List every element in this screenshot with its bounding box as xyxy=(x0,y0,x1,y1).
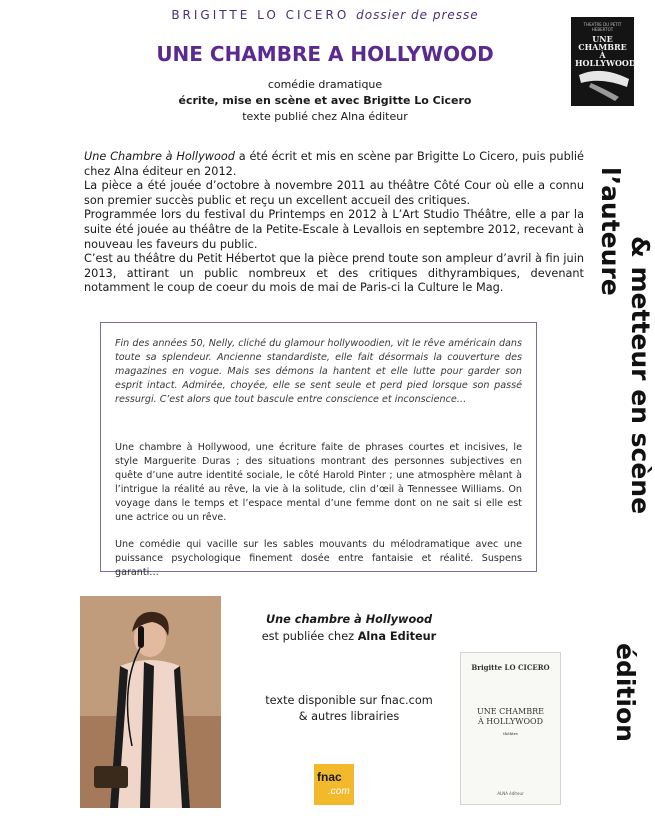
header-tagline: dossier de presse xyxy=(356,8,479,22)
poster-venue: THEATRE DU PETIT HEBERTOT xyxy=(583,22,622,32)
credit-line: écrite, mise en scène et avec Brigitte Lo Cicero xyxy=(178,94,472,107)
play-title-italic: Une Chambre à Hollywood xyxy=(84,150,235,163)
poster-title-2: CHAMBRE xyxy=(578,42,627,52)
publisher-line: texte publié chez Alna éditeur xyxy=(242,110,408,123)
fnac-logo-suffix: .com xyxy=(328,786,350,797)
availability-line-2: & autres librairies xyxy=(298,710,400,723)
actress-photo-illustration xyxy=(80,596,221,808)
intro-paragraph-4: C’est au théâtre du Petit Hébertot que la pièce prend toute son ampleur d’avril à fin juin 2013, attirant un public nombreux et des critiques dithyrambiques, devenant notamment le coup de coeur du mois de mai de Paris-ci la Culture le Mag. xyxy=(84,252,584,295)
intro-paragraph-3: Programmée lors du festival du Printemps en 2012 à L’Art Studio Théâtre, elle a par la suite été jouée au théâtre de la Petite-Escale à Levallois en septembre 2012, recevant à nouveau les faveurs du public. xyxy=(84,208,584,251)
review-paragraph-1: Une chambre à Hollywood, une écriture faite de phrases courtes et incisives, le style Marguerite Duras ; des situations montrant des personnes subjectives en quête d’une autre identité sociale, le côté Harold Pinter ; une atmosphère mêlant à l’intrigue la réalité au rêve, la vie à la solitude, clin d’œil à Tennessee Williams. On voyage dans le temps et l’espace mental d’une femme dont on ne sait si elle est une actrice ou un rêve. xyxy=(115,442,522,523)
book-cover-author: Brigitte LO CICERO xyxy=(471,663,550,672)
side-label-author: l’auteure xyxy=(596,167,625,296)
review-paragraph-2: Une comédie qui vacille sur les sables mouvants du mélodramatique avec une puissance psychologique finement dosée entre fantaisie et réalité. Suspens garanti… xyxy=(115,539,522,578)
book-cover-title-1: UNE CHAMBRE xyxy=(477,707,544,716)
poster-title-3: À HOLLYWOOD xyxy=(575,50,636,68)
fnac-logo-word: fnac xyxy=(317,770,342,784)
book-cover-publisher: ALNA éditeur xyxy=(497,791,524,796)
poster-figure-graphic xyxy=(571,17,634,106)
poster-title-1: UNE xyxy=(592,34,613,44)
published-prefix: est publiée chez xyxy=(261,630,358,643)
publisher-name: Alna Editeur xyxy=(357,630,437,643)
intro-p1-rest: a été écrit et mis en scène par Brigitte Lo Cicero, puis publié chez Alna éditeur en 2012. xyxy=(84,150,584,178)
fnac-logo[interactable] xyxy=(314,764,354,805)
page-title: UNE CHAMBRE A HOLLYWOOD xyxy=(156,42,494,66)
book-cover xyxy=(460,652,561,805)
synopsis-box xyxy=(100,322,537,578)
intro-text xyxy=(84,150,584,296)
side-label-edition: édition xyxy=(611,643,640,742)
intro-paragraph-1 xyxy=(84,150,584,179)
intro-paragraph-2: La pièce a été jouée d’octobre à novembre 2011 au théâtre Côté Cour où elle a connu son premier succès public et reçu un excellent accueil des critiques. xyxy=(84,179,584,207)
book-cover-genre: théâtre xyxy=(503,731,518,736)
actress-photo xyxy=(80,596,221,808)
play-poster-thumbnail xyxy=(571,17,634,106)
edition-book-title: Une chambre à Hollywood xyxy=(265,613,433,626)
edition-published-line xyxy=(224,630,474,643)
synopsis-text: Fin des années 50, Nelly, cliché du glamour hollywoodien, vit le rêve américain dans toute sa splendeur. Ancienne standardiste, elle fait désormais la couverture des magazines en vogue. Mais ses démons la hantent et elle lutte pour garder son esprit intact. Admirée, choyée, elle se sent seule et perd pied lorsque son passé ressurgi. C’est alors que tout bascule entre conscience et inconscience… xyxy=(115,338,522,405)
genre-line: comédie dramatique xyxy=(267,78,383,91)
press-header xyxy=(0,8,650,22)
side-label-director: & metteur en scène xyxy=(626,236,655,515)
availability-line-1: texte disponible sur fnac.com xyxy=(265,694,433,707)
book-cover-title-2: À HOLLYWOOD xyxy=(477,717,543,726)
book-cover-title xyxy=(461,707,560,739)
header-name: BRIGITTE LO CICERO xyxy=(171,8,350,22)
